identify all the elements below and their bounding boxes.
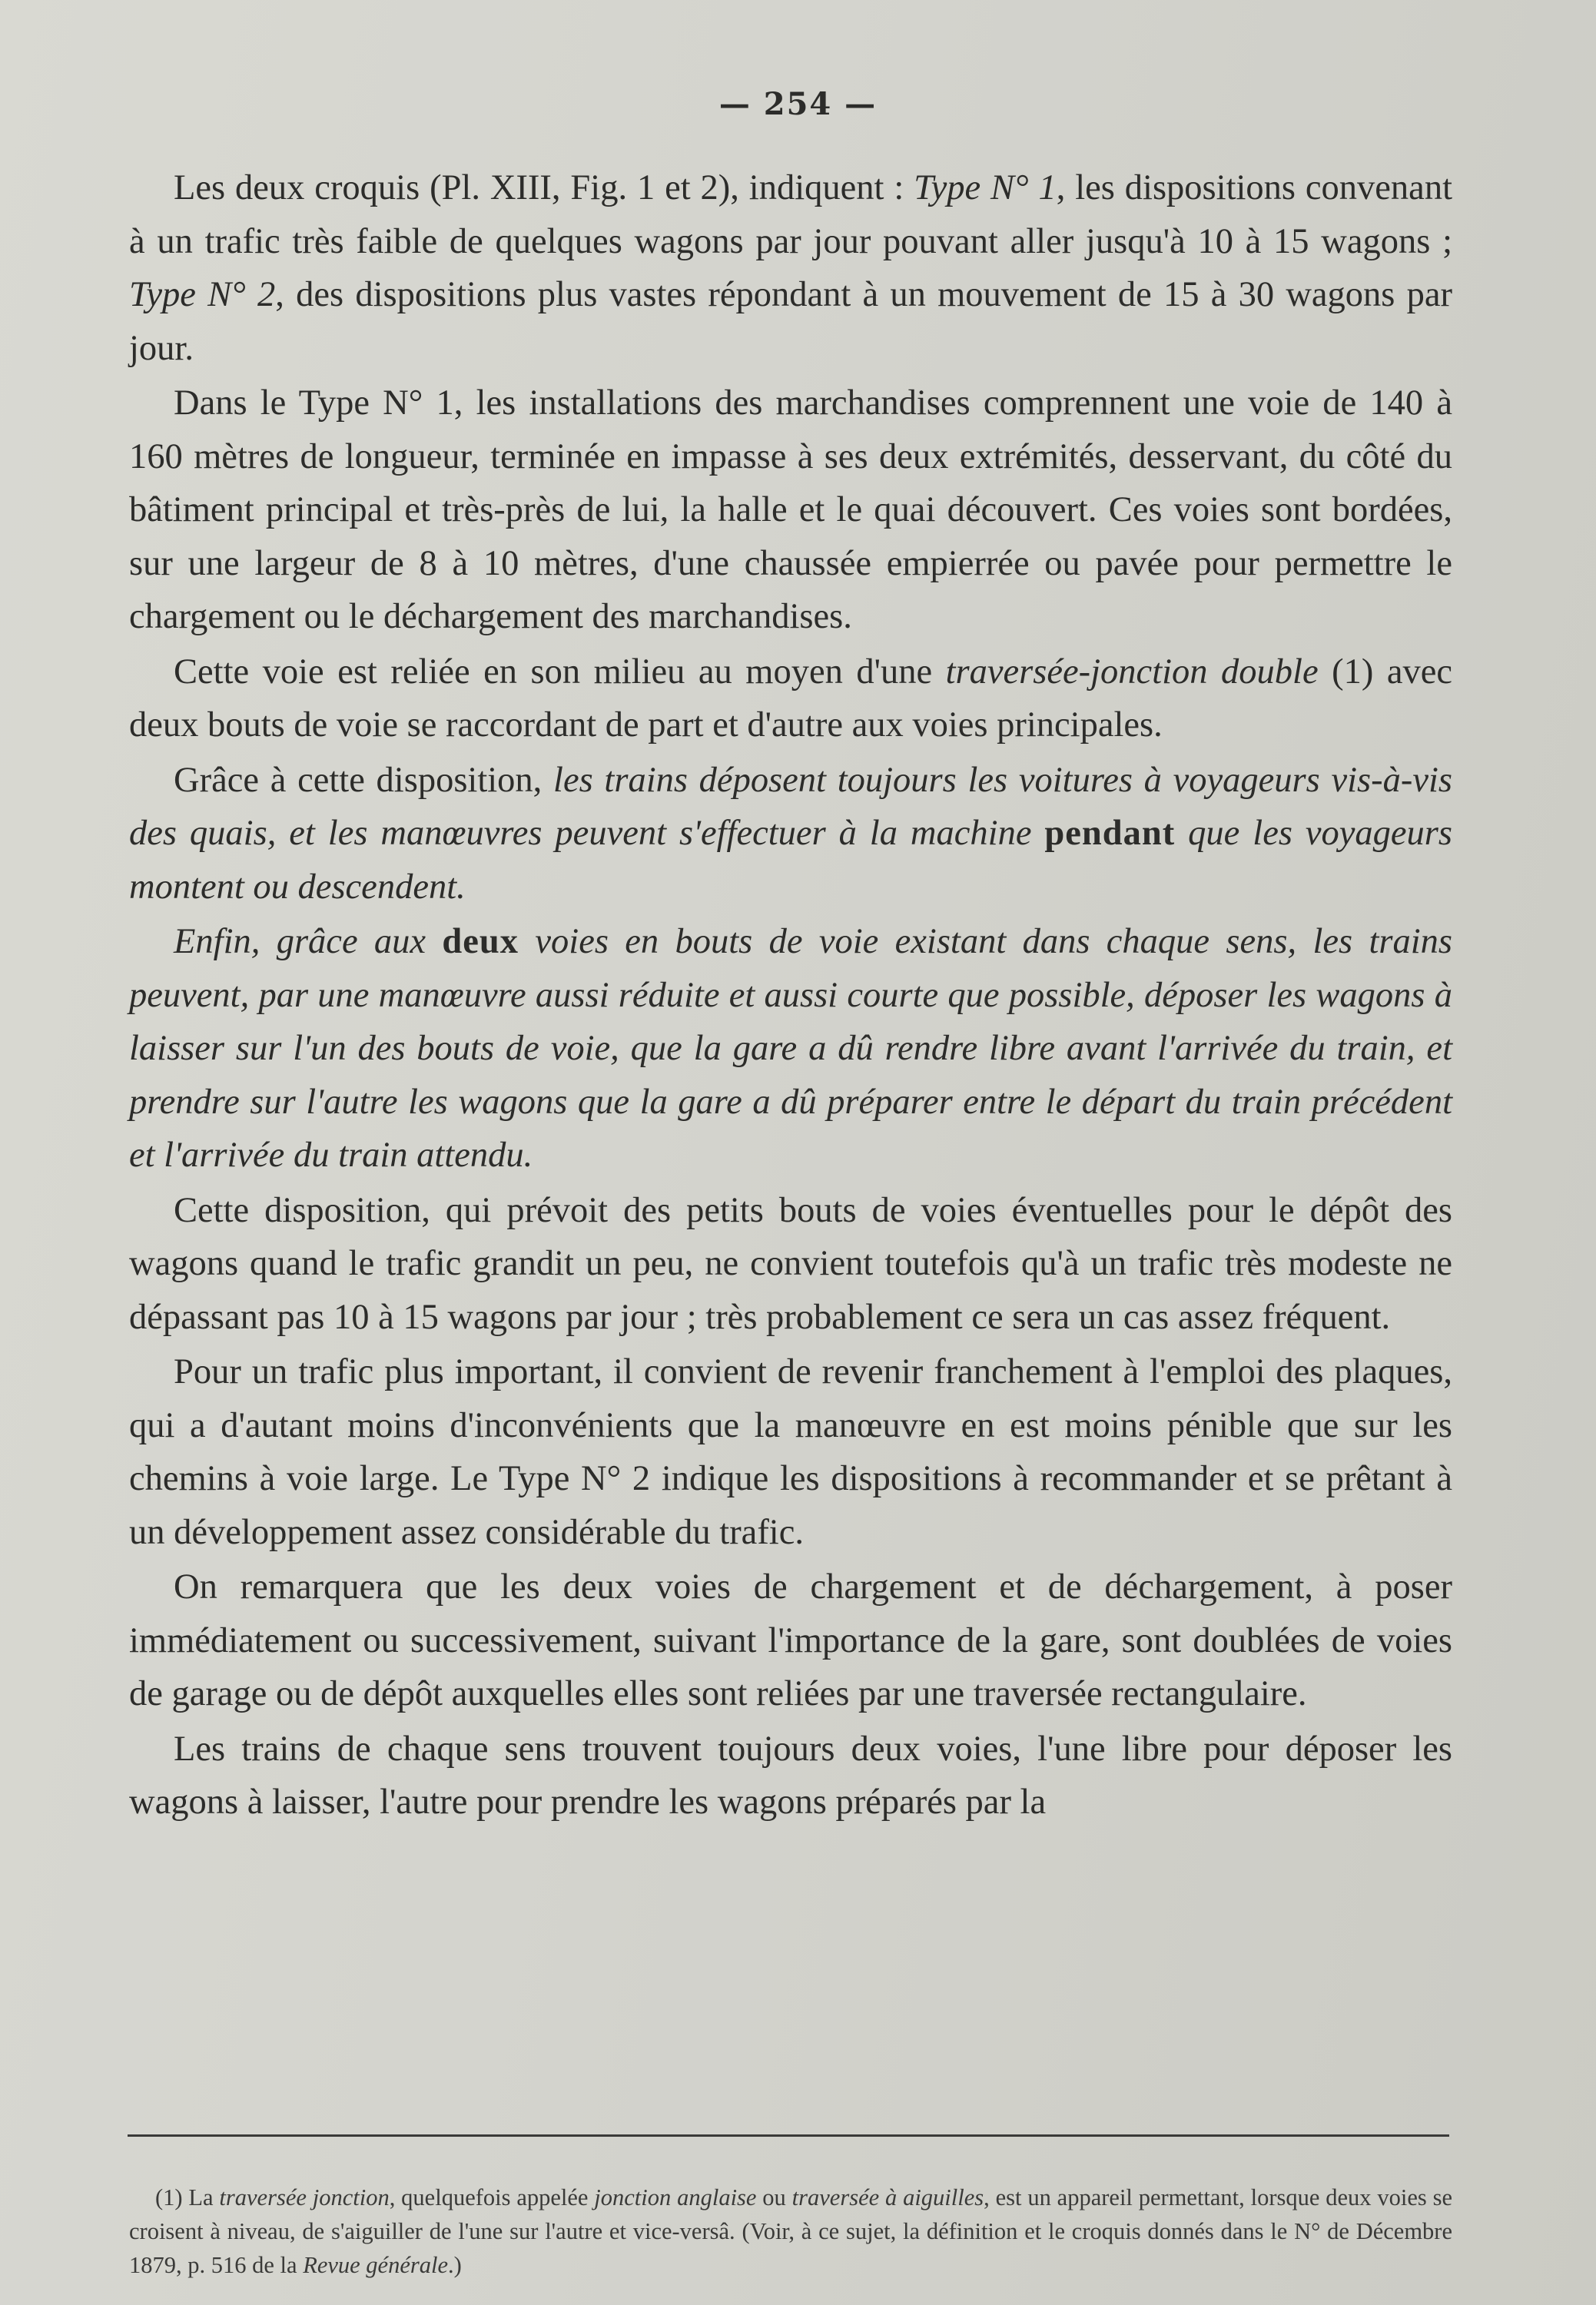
italic-run: jonction anglaise — [594, 2184, 757, 2210]
paragraph-6: Cette disposition, qui prévoit des petits bouts de voies éventuelles pour le dépôt des wagons quand le trafic grandit un peu, ne convient toutefois qu'à un trafic très modeste ne dépassant pas 10 à 15 wagons par jour ; très probablement ce sera un cas assez fréquent. — [129, 1190, 1452, 1337]
footnote — [129, 2181, 1452, 2282]
text-run: .) — [448, 2252, 462, 2278]
text-run: , des dispositions plus vastes répondant à un mouvement de 15 à 30 wagons par jour. — [129, 275, 1452, 368]
page-number: — 254 — — [718, 86, 878, 122]
paragraph-9: Les trains de chaque sens trouvent toujours deux voies, l'une libre pour déposer les wagons à laisser, l'autre pour prendre les wagons préparés par la — [129, 1729, 1452, 1822]
italic-run: Enfin, grâce aux — [174, 922, 443, 961]
text-run: , quelquefois appelée — [389, 2184, 595, 2210]
italic-run: les trains déposent toujours les voitures à voyageurs vis-à-vis des quais, et les manœuvres peuvent s'effectuer à la machine — [129, 760, 1453, 853]
text-run: Grâce à cette disposition, — [174, 760, 554, 800]
paragraph-4 — [129, 754, 1452, 914]
paragraph-3 — [129, 645, 1452, 752]
paragraph-5 — [129, 915, 1452, 1182]
text-run: Les deux croquis (Pl. XIII, Fig. 1 et 2), indiquent : — [174, 168, 914, 207]
text-run: (1) La — [155, 2184, 220, 2210]
text-run: (1) avec deux bouts de voie se raccordant de part et d'autre aux voies principales. — [129, 652, 1453, 745]
text-run: , les dispositions convenant à un trafic très faible de quelques wagons par jour pouvant aller jusqu'à 10 à 15 wagons ; — [129, 168, 1452, 261]
paragraph-8: On remarquera que les deux voies de chargement et de déchargement, à poser immédiatement ou successivement, suivant l'importance de la gare, sont doublées de voies de garage ou de dépôt auxquelles elles sont reliées par une traversée rectangulaire. — [129, 1567, 1452, 1713]
italic-run: Revue générale — [303, 2252, 449, 2278]
italic-run: traversée à aiguilles — [791, 2184, 984, 2210]
italic-run: que les voyageurs montent ou descendent. — [129, 814, 1452, 907]
paragraph-1 — [129, 161, 1452, 375]
paragraph-2: Dans le Type N° 1, les installations des marchandises comprennent une voie de 140 à 160 mètres de longueur, terminée en impasse à ses deux extrémités, desservant, du côté du bâtiment principal et très-près de lui, la halle et le quai découvert. Ces voies sont bordées, sur une largeur de 8 à 10 mètres, d'une chaussée empierrée ou pavée pour permettre le chargement ou le déchargement des marchandises. — [129, 383, 1452, 636]
italic-run: voies en bouts de voie existant dans chaque sens, les trains peuvent, par une manœuvre aussi réduite et aussi courte que possible, déposer les wagons à laisser sur l'un des bouts de voie, que la gare a dû rendre libre avant l'arrivée du train, et prendre sur l'autre les wagons que la gare a dû préparer entre le départ du train précédent et l'arrivée du train attendu. — [129, 922, 1452, 1175]
bold-run: deux — [442, 922, 519, 961]
italic-run: traversée jonction — [219, 2184, 390, 2210]
italic-run: traversée-jonction double — [945, 652, 1319, 692]
text-run: , est un appareil permettant, lorsque deux voies se croisent à niveau, de s'aiguiller de l'une sur l'autre et vice-versâ. (Voir, à ce sujet, la définition et le croquis donnés dans le N° de Décembre 1879, p. 516 de la — [129, 2184, 1453, 2278]
text-run: ou — [756, 2184, 792, 2210]
footnote-divider — [128, 2134, 1449, 2137]
body-text — [129, 161, 1452, 1831]
paragraph-7: Pour un trafic plus important, il convient de revenir franchement à l'emploi des plaques, qui a d'autant moins d'inconvénients que la manœuvre en est moins pénible que sur les chemins à voie large. Le Type N° 2 indique les dispositions à recommander et se prêtant à un développement assez considérable du trafic. — [129, 1352, 1452, 1552]
text-run: Cette voie est reliée en son milieu au moyen d'une — [174, 652, 946, 692]
bold-run: pendant — [1044, 814, 1176, 853]
italic-run: Type N° 2 — [129, 275, 276, 314]
italic-run: Type N° 1 — [914, 168, 1057, 207]
